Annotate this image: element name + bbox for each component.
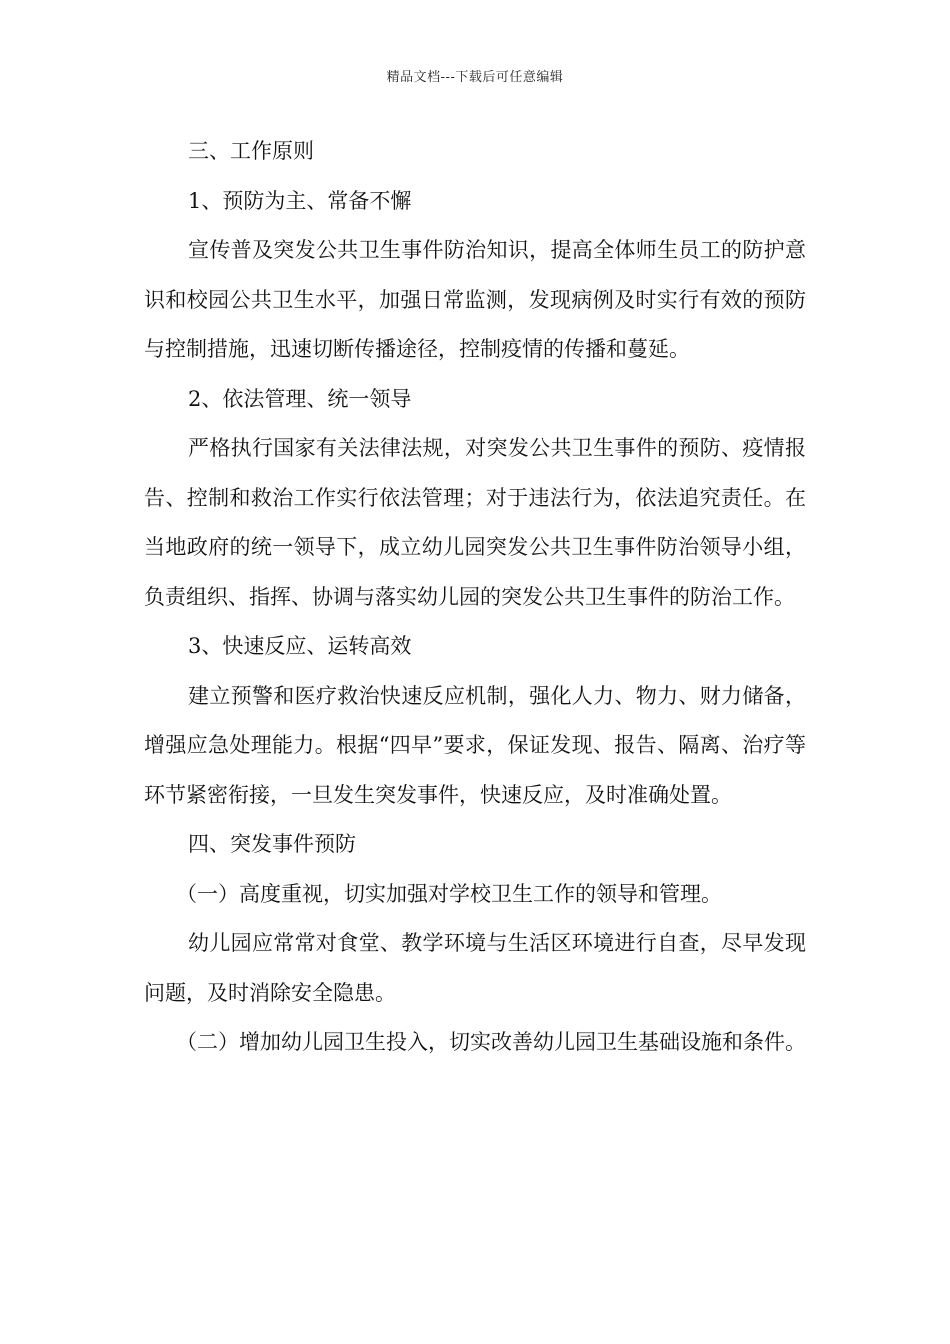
section-heading-principles: 三、工作原则 (188, 139, 314, 163)
paragraph-prevention-1: 幼儿园应常常对食堂、教学环境与生活区环境进行自查，尽早发现问题，及时消除安全隐患。 (144, 931, 806, 1005)
page-header: 精品文档---下载后可任意编辑 (386, 70, 564, 85)
paragraph-principle-1: 宣传普及突发公共卫生事件防治知识，提高全体师生员工的防护意识和校园公共卫生水平，加强日常监测，发现病例及时实行有效的预防与控制措施，迅速切断传播途径，控制疫情的传播和蔓延。 (144, 238, 806, 361)
paragraph-principle-2: 严格执行国家有关法律法规，对突发公共卫生事件的预防、疫情报告、控制和救治工作实行依法管理；对于违法行为，依法追究责任。在当地政府的统一领导下，成立幼儿园突发公共卫生事件防治领导小组，负责组织、指挥、协调与落实幼儿园的突发公共卫生事件的防治工作。 (144, 436, 806, 609)
principle-heading-1: 1、预防为主、常备不懈 (188, 188, 412, 213)
document-body (144, 127, 806, 1068)
principle-heading-2: 2、依法管理、统一领导 (188, 386, 412, 411)
prevention-item-2: （二）增加幼儿园卫生投入，切实改善幼儿园卫生基础设施和条件。 (176, 1030, 806, 1054)
paragraph-principle-3: 建立预警和医疗救治快速反应机制，强化人力、物力、财力储备，增强应急处理能力。根据“四早”要求，保证发现、报告、隔离、治疗等环节紧密衔接，一旦发生突发事件，快速反应，及时准确处置。 (144, 683, 806, 807)
prevention-item-1: （一）高度重视，切实加强对学校卫生工作的领导和管理。 (176, 881, 722, 906)
section-heading-prevention: 四、突发事件预防 (188, 832, 356, 856)
principle-heading-3: 3、快速反应、运转高效 (188, 634, 412, 658)
